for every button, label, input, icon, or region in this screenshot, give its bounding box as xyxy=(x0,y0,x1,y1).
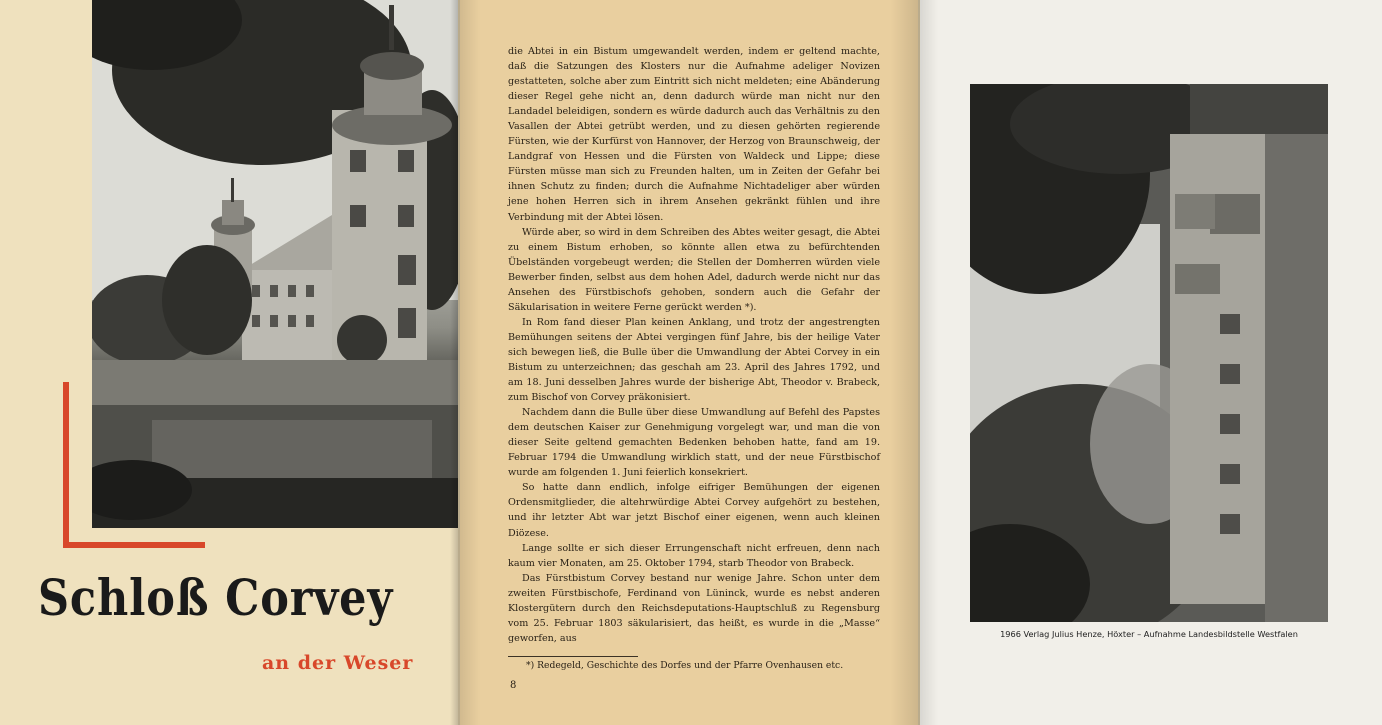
accent-line-horizontal xyxy=(63,542,205,548)
plate-page xyxy=(920,0,1382,725)
page-number: 8 xyxy=(510,680,517,691)
paragraph: In Rom fand dieser Plan keinen Anklang, und trotz der angestrengten Bemühungen seitens der Abtei vergingen fünf Jahre, bis der heilige Vater sich bewegen ließ, die Bulle über die Umwandlung der Abtei Corvey in ein Bistum zu unterzeichnen; das geschah am 23. April des Jahres 1792, und am 18. Juni desselben Jahres wurde der bisherige Abt, Theodor v. Brabeck, zum Bischof von Corvey präkonisiert. xyxy=(508,316,880,404)
paragraph: Nachdem dann die Bulle über diese Umwandlung auf Befehl des Papstes dem deutschen Kaiser zur Genehmigung vorgelegt war, und man die von dieser Seite geltend gemachten Bedenken behoben hatte, fand am 19. Februar 1794 die Umwandlung wirklich statt, und der neue Fürstbischof wurde am folgenden 1. Juni feierlich konsekriert. xyxy=(508,407,880,479)
plate-photo xyxy=(970,84,1328,622)
footnote: *) Redegeld, Geschichte des Dorfes und der Pfarre Ovenhausen etc. xyxy=(526,660,844,671)
page-fold-shadow xyxy=(450,0,458,725)
cover-title: Schloß Corvey xyxy=(38,568,394,627)
plate-caption: 1966 Verlag Julius Henze, Höxter – Aufnahme Landesbildstelle Westfalen xyxy=(1000,629,1298,639)
cover-page xyxy=(0,0,458,725)
paragraph: Würde aber, so wird in dem Schreiben des Abtes weiter gesagt, die Abtei zu einem Bistum erhoben, so könnte allen etwa zu befürchtenden Übelständen vorgebeugt werden; die Stellen der Domherren würden viele Bewerber finden, selbst aus dem hohen Adel, dadurch werde nicht nur das Ansehen des Fürstbischofs gehoben, sondern auch die Gefahr der Säkularisation in weitere Ferne gerückt werden *). xyxy=(508,226,880,313)
paragraph: So hatte dann endlich, infolge eifriger Bemühungen der eigenen Ordensmitglieder, die altehrwürdige Abtei Corvey aufgehört zu bestehen, und ihr letzter Abt war jetzt Bischof einer eigenen, wenn auch kleinen Diözese. xyxy=(508,482,880,539)
castle-photo-illustration xyxy=(92,0,458,528)
paragraph: Lange sollte er sich dieser Errungenschaft nicht erfreuen, denn nach kaum vier Monaten, am 25. Oktober 1794, starb Theodor von Brabeck. xyxy=(508,542,880,569)
paragraph: die Abtei in ein Bistum umgewandelt werden, indem er geltend machte, daß die Satzungen des Klosters nur die Aufnahme adeliger Novizen gestatteten, solche aber zum Eintritt sich nicht meldeten; eine Abänderung dieser Regel gehe nicht an, denn dadurch würde man nicht nur den Landadel beleidigen, sondern es würde dadurch auch das Verhältnis zu den Vasallen der Abtei getrübt werden, und zu diesen gehörten regierende Fürsten, wie der Kurfürst von Hannover, der Herzog von Braunschweig, der Landgraf von Hessen und die Fürsten von Waldeck und Lippe; diese Fürsten müsse man sich zu Freunden halten, um in Zeiten der Gefahr bei ihnen Schutz zu finden; durch die Aufnahme Nichtadeliger aber würden jene hohen Herren sich in ihrem Ansehen gekränkt fühlen und ihre Verbindung mit der Abtei lösen. xyxy=(508,46,880,223)
castle-photo xyxy=(92,0,458,528)
accent-line-vertical xyxy=(63,382,69,548)
paragraph: Das Fürstbistum Corvey bestand nur wenige Jahre. Schon unter dem zweiten Fürstbischofe, Ferdinand von Lüninck, wurde es nebst anderen Klostergütern durch den Reichsdeputations-Hauptschluß zu Regensburg vom 25. Februar 1803 säkularisiert, das heißt, es wurde in die „Masse“ geworfen, aus xyxy=(508,572,880,644)
cover-subtitle: an der Weser xyxy=(262,652,414,674)
text-page xyxy=(460,0,918,725)
text-body xyxy=(508,44,880,646)
plate-photo-illustration xyxy=(970,84,1328,622)
footnote-rule xyxy=(508,656,638,657)
